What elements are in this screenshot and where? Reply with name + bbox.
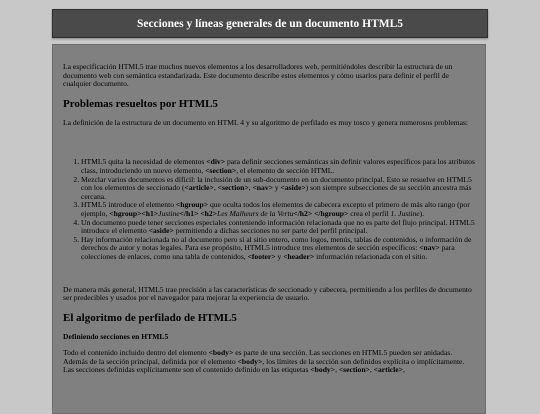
page-header [52, 9, 488, 38]
problems-lead-paragraph: La definición de la estructura de un documento en HTML 4 y su algoritmo de perfilado es muy tosco y genera numerosos problemas: [63, 117, 469, 127]
spacer [63, 262, 475, 286]
algorithm-paragraph: Todo el contenido incluido dentro del elemento <body> es parte de una sección. Las secciones en HTML5 pueden ser anidadas. Además de la sección principal, definida por el elemento <body>, los límites de la sección son definidos explícita o implícitamente. Las secciones definidas explícitamente son el contenido definido en las etiquetas <body>, <section>, <article>, [63, 348, 465, 375]
list-item: 5. Hay información relacionada no al documento pero sí al sitio entero, como logos, menús, tablas de contenidos, o información de derechos de autor y notas legales. Para ese propósito, HTML5 introduce tres elementos de sección específicos: <nav> para colecciones de enlaces, como una tabla de contenidos, <footer> y <header> información relacionada con el sitio. [81, 236, 475, 262]
list-item: 1. HTML5 quita la necesidad de elementos <div> para definir secciones semánticas sin definir valores específicos para los atributos class, introduciendo un nuevo elemento, <section>, el elemento de sección HTML. [81, 158, 475, 175]
subsection-heading: Definiendo secciones en HTML5 [63, 331, 169, 341]
list-item: 3. HTML5 introduce el elemento <hgroup> que oculta todos los elementos de cabecera excepto el primero de más alto rango (por ejemplo, <hgroup><h1>Justine</h1> <h2>Les Malheurs de la Vertu</h2> </hgroup> crea el perfil 1. Justine). [81, 201, 475, 218]
list-item: 2. Mezclar varios documentos es difícil: la inclusión de un sub-documento en un documento principal. Esto se resuelve en HTML5 con los elementos de seccionado (<article>, <section>, <nav> y <aside>) son siempre subsecciones de su sección ancestra más cercana. [81, 176, 475, 202]
list-item: 4. Un documento puede tener secciones especiales conteniendo información relacionada que no es parte del flujo principal. HTML5 introduce el elemento <aside> permitiendo a dichas secciones no ser parte del perfil principal. [81, 219, 475, 236]
page-title: Secciones y líneas generales de un documento HTML5 [136, 17, 404, 30]
closing-paragraph: De manera más general, HTML5 trae precisión a las características de seccionado y cabecera, permitiendo a los perfiles de documento ser predecibles y usados por el navegador para mejorar la experiencia de usuario. [63, 284, 472, 303]
section-heading-algorithm: El algoritmo de perfilado de HTML5 [63, 311, 237, 324]
problems-list [63, 158, 475, 261]
spacer [63, 136, 475, 158]
section-heading-problems: Problemas resueltos por HTML5 [63, 97, 218, 110]
intro-paragraph: La especificación HTML5 trae muchos nuevos elementos a los desarrolladores web, permitiéndoles describir la estructura de un documento web con semántica estandarizada. Este documento describe estos elementos y cómo usarlos para definir el perfil de cualquier documento. [63, 62, 453, 89]
article-content [52, 44, 486, 414]
